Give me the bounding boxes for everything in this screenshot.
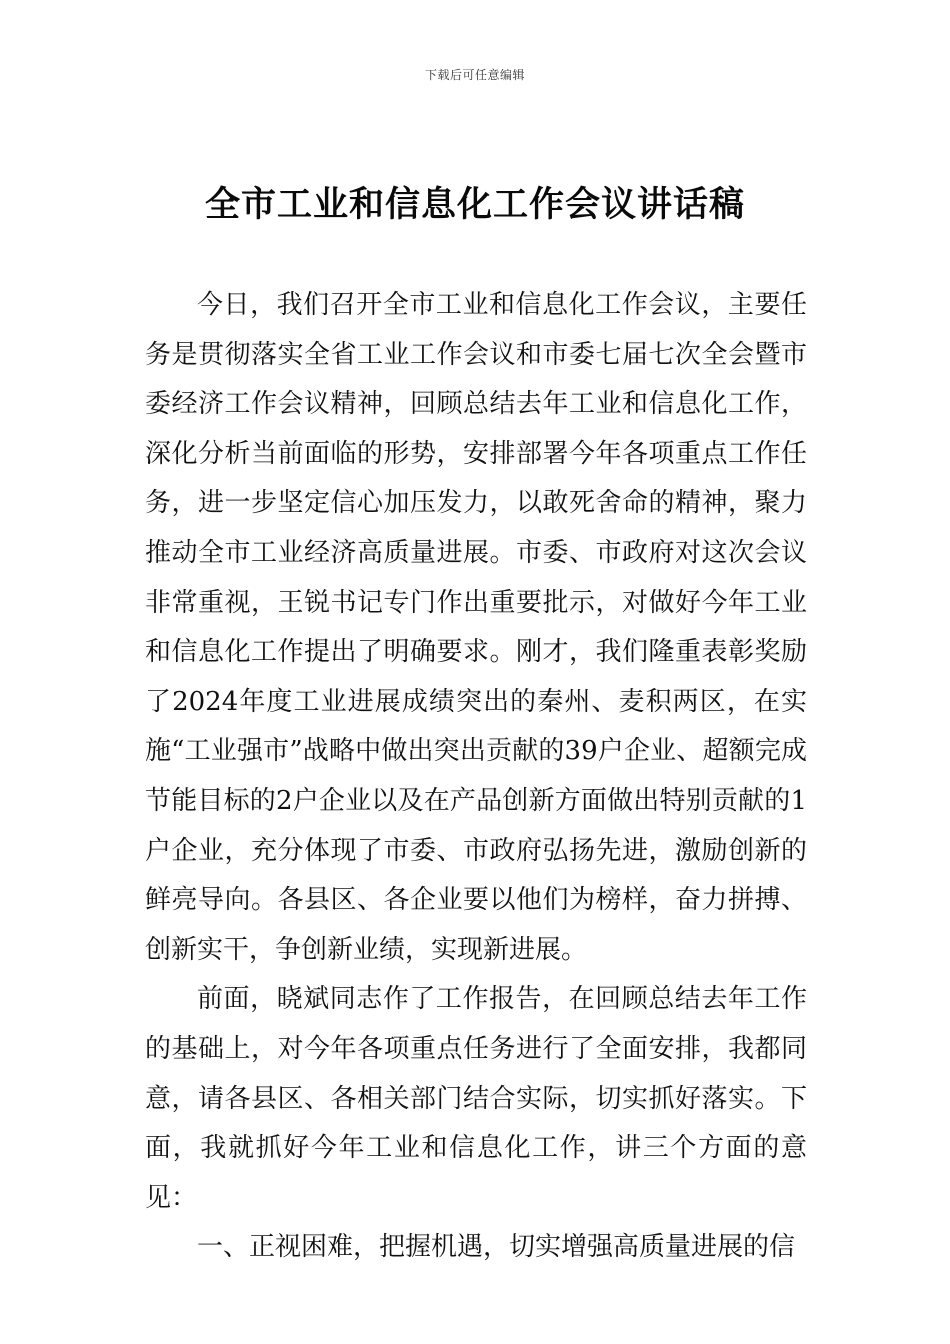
document-title: 全市工业和信息化工作会议讲话稿 — [204, 185, 745, 225]
section-heading-1: 一、正视困难，把握机遇，切实增强高质量进展的信 — [197, 1232, 796, 1263]
header-note: 下载后可任意编辑 — [424, 68, 525, 82]
paragraph-report: 前面，晓斌同志作了工作报告，在回顾总结去年工作的基础上，对今年各项重点任务进行了全面安排，我都同意，请各县区、各相关部门结合实际，切实抓好落实。下面，我就抓好今年工业和信息化工作，讲三个方面的意见： — [145, 984, 807, 1213]
document-body — [145, 281, 807, 1273]
paragraph-intro: 今日，我们召开全市工业和信息化工作会议，主要任务是贯彻落实全省工业工作会议和市委七届七次全会暨市委经济工作会议精神，回顾总结去年工业和信息化工作，深化分析当前面临的形势，安排部署今年各项重点工作任务，进一步坚定信心加压发力，以敢死舍命的精神，聚力推动全市工业经济高质量进展。市委、市政府对这次会议非常重视，王锐书记专门作出重要批示，对做好今年工业和信息化工作提出了明确要求。刚才，我们隆重表彰奖励了2024年度工业进展成绩突出的秦州、麦积两区，在实施“工业强市”战略中做出突出贡献的39户企业、超额完成节能目标的2户企业以及在产品创新方面做出特别贡献的1户企业，充分体现了市委、市政府弘扬先进，激励创新的鲜亮导向。各县区、各企业要以他们为榜样，奋力拼搏、创新实干，争创新业绩，实现新进展。 — [145, 290, 807, 965]
